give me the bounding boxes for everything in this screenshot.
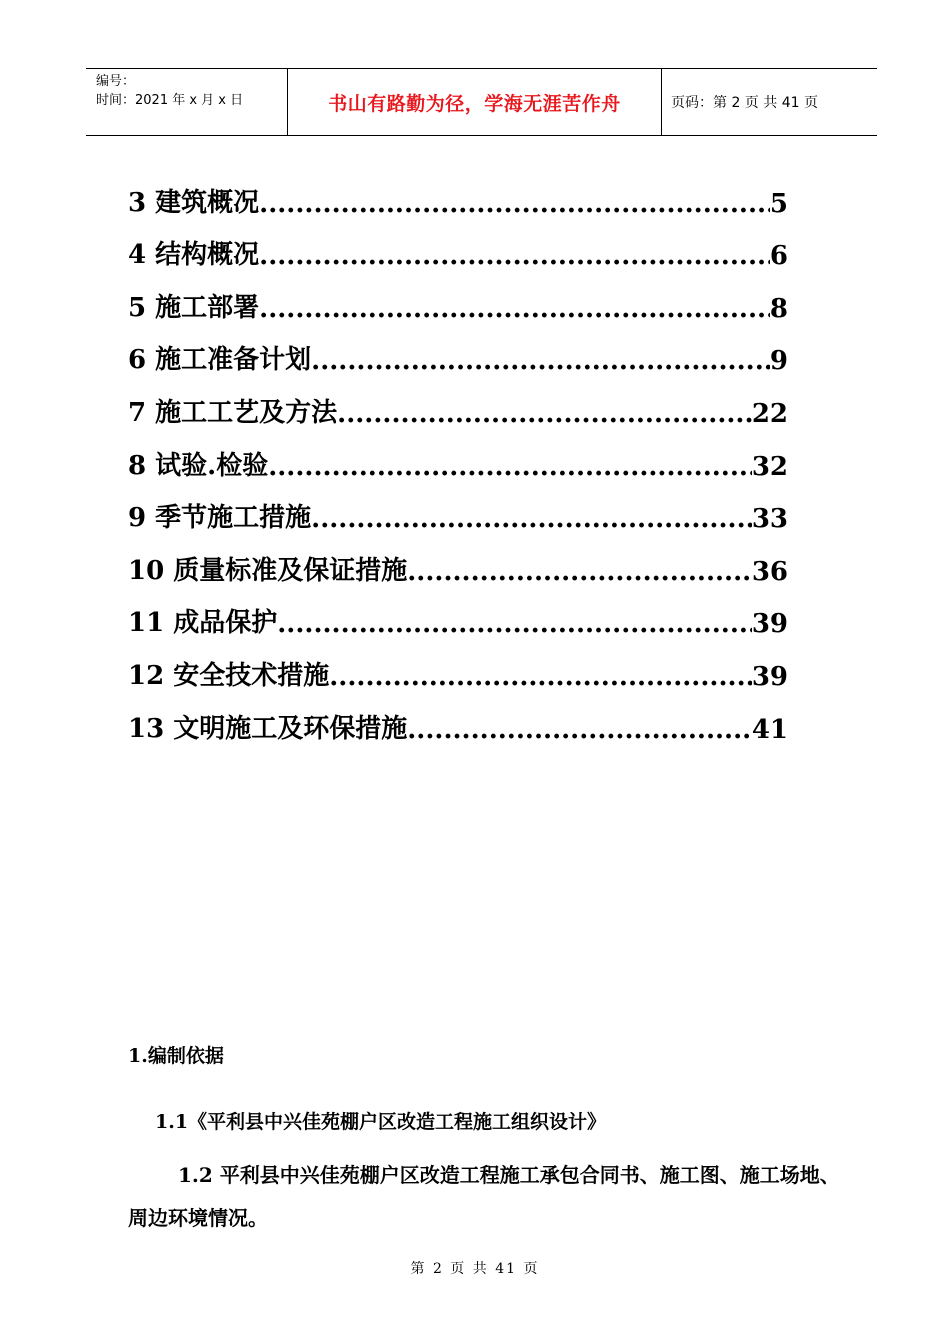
toc-entry[interactable] bbox=[128, 587, 788, 640]
toc-entry-page: 8 bbox=[769, 293, 788, 324]
toc-leader-dots bbox=[259, 241, 770, 271]
toc-leader-dots bbox=[311, 346, 770, 376]
page-footer: 第 2 页 共 41 页 bbox=[410, 1261, 540, 1277]
toc-entry[interactable] bbox=[128, 324, 788, 377]
toc-entry[interactable] bbox=[128, 534, 788, 587]
toc-entry-page: 32 bbox=[751, 451, 788, 482]
toc-entry[interactable] bbox=[128, 166, 788, 219]
toc-entry-label: 10 质量标准及保证措施 bbox=[128, 555, 408, 586]
toc-entry-page: 39 bbox=[751, 609, 788, 640]
toc-leader-dots bbox=[277, 609, 752, 639]
table-of-contents bbox=[128, 166, 788, 745]
toc-entry-page: 6 bbox=[769, 241, 788, 272]
toc-entry-page: 36 bbox=[751, 556, 788, 587]
toc-entry-label: 6 施工准备计划 bbox=[128, 345, 312, 376]
basis-item-1-2: 1.2 平利县中兴佳苑棚户区改造工程施工承包合同书、施工图、施工场地、周边环境情况。 bbox=[128, 1163, 840, 1230]
toc-leader-dots bbox=[259, 294, 770, 324]
toc-leader-dots bbox=[407, 715, 752, 745]
toc-entry-label: 8 试验.检验 bbox=[128, 450, 269, 481]
basis-item-1-1: 1.1《平利县中兴佳苑棚户区改造工程施工组织设计》 bbox=[155, 1111, 607, 1133]
toc-leader-dots bbox=[407, 557, 752, 587]
toc-entry-label: 4 结构概况 bbox=[128, 240, 260, 271]
header-meta bbox=[86, 69, 288, 135]
toc-entry[interactable] bbox=[128, 639, 788, 692]
toc-entry[interactable] bbox=[128, 376, 788, 429]
section-heading: 1.编制依据 bbox=[128, 1045, 224, 1067]
toc-leader-dots bbox=[337, 399, 752, 429]
toc-entry[interactable] bbox=[128, 429, 788, 482]
toc-entry[interactable] bbox=[128, 219, 788, 272]
number-label: 编号： bbox=[96, 74, 136, 89]
toc-entry-label: 11 成品保护 bbox=[128, 608, 278, 639]
header-page-info bbox=[662, 69, 877, 135]
toc-leader-dots bbox=[268, 452, 752, 482]
header-motto-cell bbox=[288, 69, 662, 135]
page-info-text: 页码：第 2 页 共 41 页 bbox=[671, 95, 818, 111]
toc-entry-label: 7 施工工艺及方法 bbox=[128, 397, 338, 428]
toc-entry-label: 12 安全技术措施 bbox=[128, 660, 330, 691]
toc-entry-label: 3 建筑概况 bbox=[128, 187, 260, 218]
toc-entry-page: 5 bbox=[769, 188, 788, 219]
time-label: 时间：2021 年 x 月 x 日 bbox=[96, 93, 244, 108]
toc-entry[interactable] bbox=[128, 692, 788, 745]
page-header bbox=[86, 68, 877, 136]
toc-leader-dots bbox=[259, 189, 770, 219]
toc-leader-dots bbox=[329, 662, 752, 692]
header-motto: 书山有路勤为径，学海无涯苦作舟 bbox=[328, 92, 621, 115]
toc-entry[interactable] bbox=[128, 482, 788, 535]
toc-entry-page: 41 bbox=[751, 714, 788, 745]
toc-entry-label: 13 文明施工及环保措施 bbox=[128, 713, 408, 744]
toc-entry-page: 33 bbox=[751, 504, 788, 535]
toc-entry-label: 9 季节施工措施 bbox=[128, 503, 312, 534]
toc-entry-page: 39 bbox=[751, 661, 788, 692]
toc-entry-page: 9 bbox=[769, 346, 788, 377]
toc-entry-label: 5 施工部署 bbox=[128, 292, 260, 323]
toc-entry-page: 22 bbox=[751, 398, 788, 429]
toc-entry[interactable] bbox=[128, 271, 788, 324]
toc-leader-dots bbox=[311, 504, 752, 534]
